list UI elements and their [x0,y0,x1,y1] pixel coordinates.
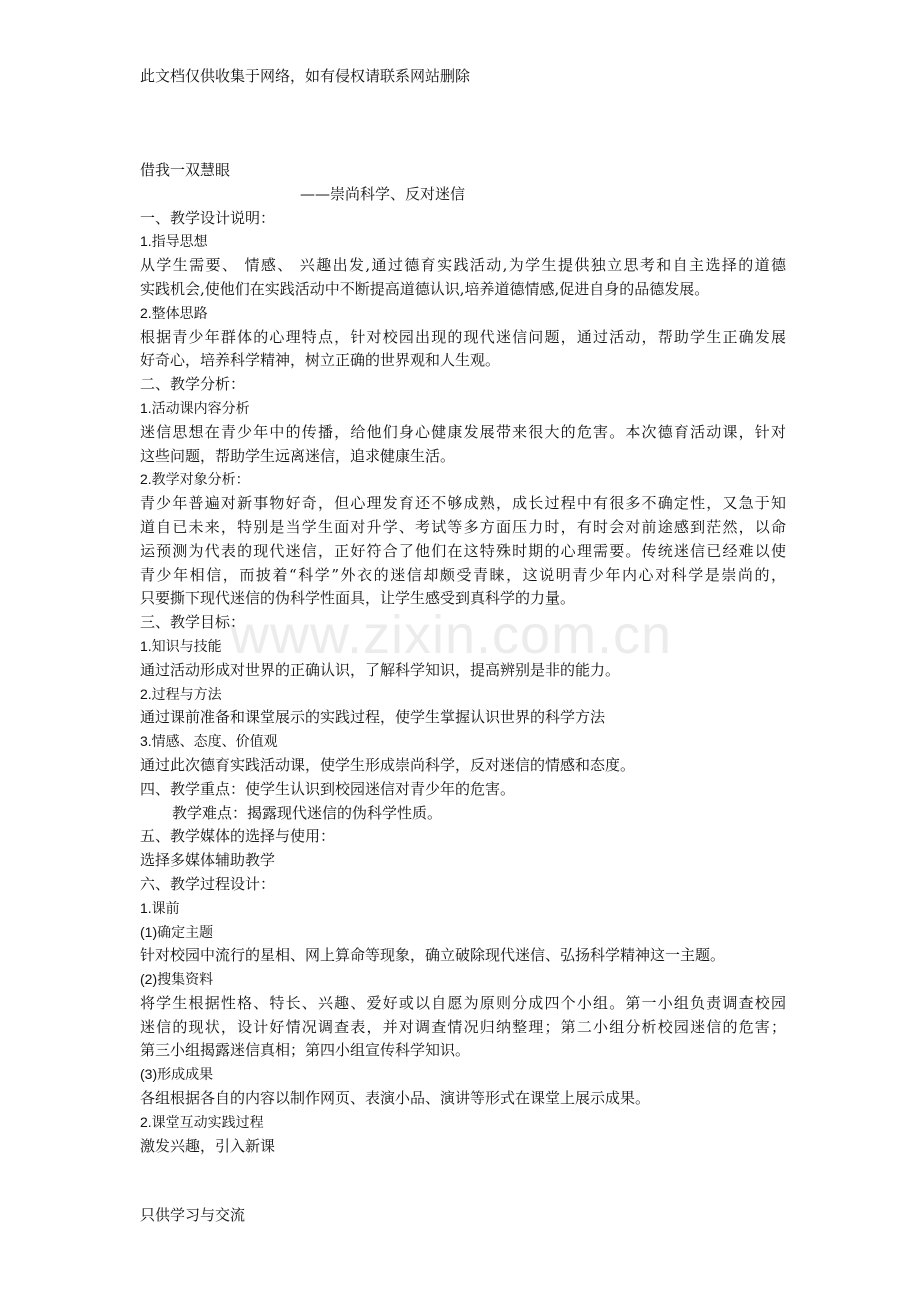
subsection-heading: 2.课堂互动实践过程 [140,1113,264,1130]
paragraph-line: 道自已未来，特别是当学生面对升学、考试等多方面压力时，有时会对前途感到茫然，以命 [140,517,786,536]
paragraph-line: 迷信思想在青少年中的传播，给他们身心健康发展带来很大的危害。本次德育活动课，针对 [140,422,786,441]
section-heading: 一、教学设计说明： [140,208,276,227]
paragraph-line: 从学生需要、 情感、 兴趣出发,通过德育实践活动,为学生提供独立思考和自主选择的道德 [140,256,786,275]
subsection-heading: 1.知识与技能 [140,637,222,654]
paragraph-line: 将学生根据性格、特长、兴趣、爱好或以自愿为原则分成四个小组。第一小组负责调查校园 [140,993,786,1012]
document-body [140,159,786,1158]
subsection-heading: 1.课前 [140,899,180,916]
document-title: 借我一双慧眼 [140,161,231,179]
paragraph-line: 实践机会,使他们在实践活动中不断提高道德认识,培养道德情感,促进自身的品德发展。 [140,279,710,298]
subsection-heading: (2)搜集资料 [140,971,214,988]
paragraph-line: 运预测为代表的现代迷信，正好符合了他们在这特殊时期的心理需要。传统迷信已经难以使 [140,541,786,560]
subsection-heading: 1.活动课内容分析 [140,399,250,416]
paragraph-line: 针对校园中流行的星相、网上算命等现象，确立破除现代迷信、弘扬科学精神这一主题。 [140,946,726,965]
paragraph-line: 青少年普遍对新事物好奇，但心理发育还不够成熟，成长过程中有很多不确定性，又急于知 [140,494,786,513]
paragraph-line: 这些问题，帮助学生远离迷信，追求健康生活。 [140,446,456,465]
paragraph-line: 各组根据各自的内容以制作网页、表演小品、演讲等形式在课堂上展示成果。 [140,1089,651,1108]
paragraph-line: 通过课前准备和课堂展示的实践过程，使学生掌握认识世界的科学方法 [140,708,606,727]
paragraph-line: 青少年相信，而披着“科学”外衣的迷信却颇受青睐，这说明青少年内心对科学是崇尚的， [140,565,786,584]
watermark: www.zixin.com.cn [230,605,673,665]
paragraph-line: 根据青少年群体的心理特点，针对校园出现的现代迷信问题，通过活动，帮助学生正确发展 [140,327,786,346]
subsection-heading: 1.指导思想 [140,233,208,250]
paragraph-line: 第三小组揭露迷信真相；第四小组宣传科学知识。 [140,1041,471,1060]
paragraph-line: 通过此次德育实践活动课，使学生形成崇尚科学，反对迷信的情感和态度。 [140,755,636,774]
section-heading: 三、教学目标： [140,613,246,632]
subsection-heading: 2.过程与方法 [140,685,222,702]
section-heading: 六、教学过程设计： [140,874,276,893]
subsection-heading: 2.教学对象分析： [140,471,250,488]
subsection-heading: 3.情感、态度、价值观 [140,733,278,750]
header-note: 此文档仅供收集于网络，如有侵权请联系网站删除 [140,67,471,85]
subsection-heading: 2.整体思路 [140,304,208,321]
paragraph-line: 通过活动形成对世界的正确认识，了解科学知识，提高辨别是非的能力。 [140,660,621,679]
paragraph-line: 好奇心，培养科学精神，树立正确的世界观和人生观。 [140,351,501,370]
section-heading: 四、教学重点：使学生认识到校园迷信对青少年的危害。 [140,779,516,798]
paragraph-line: 只要撕下现代迷信的伪科学性面具，让学生感受到真科学的力量。 [140,589,576,608]
paragraph-line: 选择多媒体辅助教学 [140,851,276,870]
paragraph-line: 教学难点：揭露现代迷信的伪科学性质。 [172,803,443,822]
document-subtitle: ——崇尚科学、反对迷信 [300,184,466,203]
subsection-heading: (1)确定主题 [140,923,214,940]
section-heading: 五、教学媒体的选择与使用： [140,827,336,846]
footer-note: 只供学习与交流 [140,1206,246,1224]
subsection-heading: (3)形成成果 [140,1066,214,1083]
paragraph-line: 迷信的现状，设计好情况调查表，并对调查情况归纳整理；第二小组分析校园迷信的危害； [140,1017,786,1036]
section-heading: 二、教学分析： [140,375,246,394]
paragraph-line: 激发兴趣，引入新课 [140,1136,276,1155]
